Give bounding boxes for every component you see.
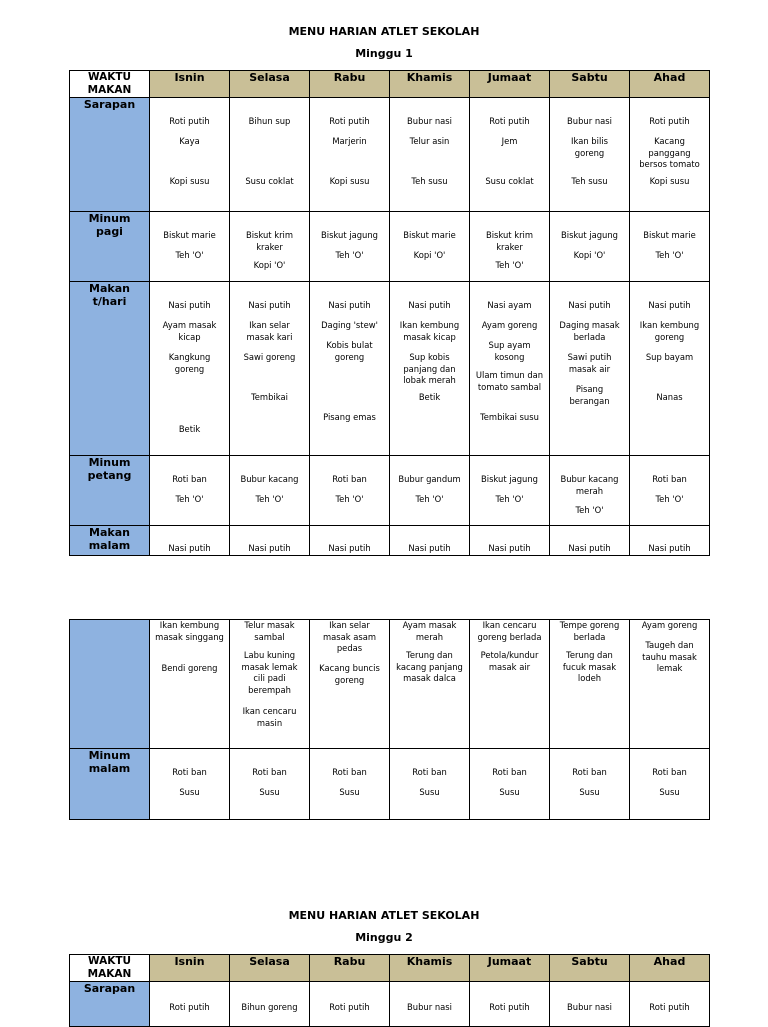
menu-cell: [550, 982, 630, 1027]
menu-item: Teh 'O': [255, 494, 284, 504]
waktu-makan-label: WAKTU: [87, 955, 132, 967]
menu-item: Telur asin: [409, 136, 450, 146]
menu-cell: [550, 526, 630, 556]
menu-cell: [230, 982, 310, 1027]
menu-cell: [630, 456, 710, 526]
menu-item: Bihun goreng: [241, 1002, 298, 1012]
menu-item: Daging 'stew': [321, 320, 378, 330]
day-header-khamis: Khamis: [390, 71, 470, 98]
menu-item: Teh 'O': [575, 505, 604, 515]
menu-cell: [150, 212, 230, 282]
menu-cell: [630, 982, 710, 1027]
menu-cell: [470, 282, 550, 456]
menu-cell: [390, 526, 470, 556]
menu-item: Roti ban: [412, 767, 447, 777]
menu-item: Pisang berangan: [569, 384, 610, 406]
menu-item: Roti ban: [252, 767, 287, 777]
menu-item: Kopi 'O': [413, 250, 446, 260]
menu-item: Roti putih: [649, 116, 690, 126]
menu-item: Susu coklat: [485, 176, 534, 186]
menu-item: Sawi putih masak air: [567, 352, 612, 374]
menu-item: Betik: [418, 392, 441, 402]
meal-row: [70, 282, 710, 456]
meal-row: [70, 98, 710, 212]
menu-item: Roti ban: [572, 767, 607, 777]
waktu-makan-header: [70, 955, 150, 982]
menu-item: Teh susu: [411, 176, 448, 186]
menu-cell: [230, 620, 310, 749]
menu-item: Roti putih: [489, 116, 530, 126]
menu-item: Roti ban: [652, 767, 687, 777]
menu-item: Teh 'O': [175, 494, 204, 504]
menu-cell: [310, 282, 390, 456]
meal-time-label: Minum: [88, 456, 131, 469]
header-row: [70, 71, 710, 98]
menu-item: Terung dan kacang panjang masak dalca: [396, 650, 463, 683]
day-header-ahad: Ahad: [630, 71, 710, 98]
menu-item: Ayam masak kicap: [162, 320, 217, 342]
menu-item: Ikan kembung masak kicap: [399, 320, 460, 342]
menu-item: Nasi putih: [248, 543, 291, 553]
meal-row: [70, 620, 710, 749]
menu-item: Kaya: [179, 136, 200, 146]
menu-item: Telur masak sambal: [244, 620, 295, 642]
menu-title: MENU HARIAN ATLET SEKOLAH: [288, 25, 480, 38]
menu-item: Biskut jagung: [561, 230, 618, 240]
menu-item: Jem: [501, 136, 518, 146]
menu-item: Roti putih: [489, 1002, 530, 1012]
meal-time-label: pagi: [96, 225, 123, 238]
menu-item: Kangkung goreng: [168, 352, 211, 374]
menu-cell: [390, 620, 470, 749]
menu-item: Nasi putih: [328, 543, 371, 553]
menu-item: Tembikai: [251, 392, 288, 402]
menu-item: Roti ban: [492, 767, 527, 777]
menu-item: Nanas: [656, 392, 683, 402]
day-header-khamis: Khamis: [390, 955, 470, 982]
menu-cell: [390, 982, 470, 1027]
menu-item: Sup ayam kosong: [488, 340, 531, 362]
day-header-jumaat: Jumaat: [470, 71, 550, 98]
day-header-rabu: Rabu: [310, 71, 390, 98]
menu-item: Ikan cencaru masin: [242, 706, 297, 728]
menu-item: Kopi 'O': [253, 260, 286, 270]
menu-item: Susu: [179, 787, 200, 797]
week-label-2: Minggu 2: [355, 931, 413, 944]
menu-cell: [390, 98, 470, 212]
menu-item: Susu coklat: [245, 176, 294, 186]
menu-item: Bubur nasi: [567, 1002, 612, 1012]
menu-item: Roti ban: [332, 767, 367, 777]
menu-item: Teh 'O': [335, 250, 364, 260]
meal-time-cell: [70, 526, 150, 556]
waktu-makan-label: MAKAN: [87, 84, 132, 96]
menu-item: Teh 'O': [495, 494, 524, 504]
menu-item: Kopi susu: [169, 176, 210, 186]
menu-cell: [550, 212, 630, 282]
menu-item: Ikan bilis goreng: [571, 136, 608, 158]
menu-item: Roti ban: [172, 767, 207, 777]
menu-item: Susu: [419, 787, 440, 797]
day-header-jumaat: Jumaat: [470, 955, 550, 982]
menu-cell: [630, 212, 710, 282]
meal-time-label: Makan: [89, 282, 130, 295]
menu-cell: [230, 456, 310, 526]
menu-item: Biskut krim kraker: [485, 230, 534, 252]
menu-cell: [550, 749, 630, 820]
menu-item: Roti ban: [172, 474, 207, 484]
menu-item: Ikan selar masak kari: [246, 320, 293, 342]
menu-item: Biskut marie: [163, 230, 216, 240]
menu-item: Teh 'O': [655, 494, 684, 504]
menu-cell: [230, 212, 310, 282]
meal-time-label: malam: [88, 762, 131, 775]
menu-cell: [310, 620, 390, 749]
menu-item: Terung dan fucuk masak lodeh: [562, 650, 617, 683]
menu-item: Roti putih: [329, 116, 370, 126]
menu-item: Bubur gandum: [398, 474, 461, 484]
menu-cell: [470, 98, 550, 212]
menu-item: Nasi putih: [328, 300, 371, 310]
meal-row: [70, 456, 710, 526]
menu-item: Taugeh dan tauhu masak lemak: [642, 640, 697, 673]
menu-cell: [470, 212, 550, 282]
waktu-makan-label: WAKTU: [87, 71, 132, 83]
waktu-makan-label: MAKAN: [87, 968, 132, 980]
menu-cell: [150, 749, 230, 820]
menu-item: Ikan cencaru goreng berlada: [477, 620, 542, 642]
meal-time-cell: [70, 749, 150, 820]
menu-cell: [390, 212, 470, 282]
menu-item: Tempe goreng berlada: [559, 620, 620, 642]
menu-item: Petola/kundur masak air: [480, 650, 539, 672]
menu-item: Nasi putih: [648, 543, 691, 553]
menu-item: Kacang buncis goreng: [319, 663, 380, 685]
menu-cell: [150, 620, 230, 749]
menu-item: Susu: [259, 787, 280, 797]
menu-item: Ayam goreng: [641, 620, 698, 630]
waktu-makan-header: [70, 71, 150, 98]
header-row: [70, 955, 710, 982]
menu-item: Bubur nasi: [407, 116, 452, 126]
menu-cell: [470, 456, 550, 526]
menu-item: Bendi goreng: [161, 663, 218, 673]
menu-item: Tembikai susu: [480, 412, 539, 422]
menu-item: Roti putih: [329, 1002, 370, 1012]
menu-item: Teh susu: [571, 176, 608, 186]
menu-item: Sup kobis panjang dan lobak merah: [403, 352, 456, 385]
menu-item: Kopi susu: [329, 176, 370, 186]
day-header-selasa: Selasa: [230, 955, 310, 982]
menu-item: Bubur nasi: [407, 1002, 452, 1012]
menu-item: Teh 'O': [495, 260, 524, 270]
menu-item: Betik: [178, 424, 201, 434]
menu-item: Teh 'O': [335, 494, 364, 504]
menu-item: Nasi putih: [568, 300, 611, 310]
menu-item: Nasi putih: [488, 543, 531, 553]
menu-item: Nasi putih: [408, 300, 451, 310]
menu-item: Roti putih: [169, 116, 210, 126]
meal-row: [70, 982, 710, 1027]
menu-item: Susu: [579, 787, 600, 797]
menu-item: Daging masak berlada: [559, 320, 620, 342]
menu-item: Biskut marie: [643, 230, 696, 240]
menu-item: Ikan kembung masak singgang: [155, 620, 224, 642]
meal-row: [70, 526, 710, 556]
menu-item: Roti ban: [652, 474, 687, 484]
menu-item: Biskut krim kraker: [245, 230, 294, 252]
menu-item: Nasi putih: [648, 300, 691, 310]
menu-item: Ulam timun dan tomato sambal: [475, 370, 544, 392]
menu-cell: [310, 982, 390, 1027]
menu-item: Pisang emas: [323, 412, 376, 422]
menu-item: Ikan selar masak asam pedas: [322, 620, 377, 653]
menu-item: Nasi putih: [408, 543, 451, 553]
meal-time-cell: [70, 212, 150, 282]
menu-cell: [630, 749, 710, 820]
meal-row: [70, 212, 710, 282]
menu-cell: [630, 620, 710, 749]
menu-item: Marjerin: [332, 136, 367, 146]
menu-title-2: MENU HARIAN ATLET SEKOLAH: [288, 909, 480, 922]
meal-time-label: t/hari: [92, 295, 127, 308]
meal-time-cell: [70, 282, 150, 456]
menu-cell: [550, 620, 630, 749]
day-header-rabu: Rabu: [310, 955, 390, 982]
menu-cell: [470, 620, 550, 749]
menu-cell: [150, 526, 230, 556]
menu-cell: [470, 526, 550, 556]
menu-cell: [230, 98, 310, 212]
menu-cell: [390, 282, 470, 456]
menu-item: Susu: [339, 787, 360, 797]
menu-cell: [230, 526, 310, 556]
menu-item: Kacang panggang bersos tomato: [639, 136, 700, 169]
menu-table-week-1: [69, 70, 710, 556]
menu-item: Bihun sup: [248, 116, 291, 126]
menu-item: Ikan kembung goreng: [639, 320, 700, 342]
day-header-selasa: Selasa: [230, 71, 310, 98]
menu-item: Ayam goreng: [481, 320, 538, 330]
meal-time-label: petang: [87, 469, 132, 482]
meal-time-label: Sarapan: [83, 982, 136, 995]
menu-cell: [310, 212, 390, 282]
meal-row: [70, 749, 710, 820]
menu-cell: [150, 282, 230, 456]
menu-item: Bubur kacang merah: [560, 474, 619, 496]
menu-table-week-2: [69, 954, 710, 1027]
menu-item: Kopi susu: [649, 176, 690, 186]
menu-cell: [230, 749, 310, 820]
menu-item: Nasi ayam: [487, 300, 532, 310]
meal-time-label: Sarapan: [83, 98, 136, 111]
menu-cell: [630, 98, 710, 212]
menu-item: Nasi putih: [168, 300, 211, 310]
menu-item: Teh 'O': [415, 494, 444, 504]
menu-cell: [310, 526, 390, 556]
menu-cell: [630, 526, 710, 556]
day-header-sabtu: Sabtu: [550, 71, 630, 98]
menu-item: Sup bayam: [645, 352, 694, 362]
menu-item: Nasi putih: [168, 543, 211, 553]
menu-cell: [390, 456, 470, 526]
meal-time-cell: [70, 98, 150, 212]
menu-cell: [550, 98, 630, 212]
menu-item: Sawi goreng: [243, 352, 296, 362]
menu-cell: [150, 982, 230, 1027]
menu-item: Susu: [659, 787, 680, 797]
menu-item: Susu: [499, 787, 520, 797]
menu-item: Bubur nasi: [567, 116, 612, 126]
menu-item: Labu kuning masak lemak cili padi berempah: [241, 650, 298, 695]
menu-item: Biskut jagung: [321, 230, 378, 240]
menu-cell: [630, 282, 710, 456]
meal-time-label: Minum: [88, 212, 131, 225]
day-header-isnin: Isnin: [150, 71, 230, 98]
menu-item: Biskut jagung: [481, 474, 538, 484]
menu-item: Nasi putih: [248, 300, 291, 310]
meal-time-cell: [70, 456, 150, 526]
menu-cell: [310, 98, 390, 212]
week-label: Minggu 1: [355, 47, 413, 60]
menu-cell: [470, 749, 550, 820]
menu-cell: [470, 982, 550, 1027]
menu-cell: [310, 749, 390, 820]
menu-cell: [310, 456, 390, 526]
day-header-isnin: Isnin: [150, 955, 230, 982]
menu-item: Nasi putih: [568, 543, 611, 553]
meal-time-label: malam: [88, 539, 131, 552]
menu-item: Roti ban: [332, 474, 367, 484]
menu-cell: [230, 282, 310, 456]
menu-item: Bubur kacang: [240, 474, 299, 484]
day-header-ahad: Ahad: [630, 955, 710, 982]
menu-cell: [550, 456, 630, 526]
menu-item: Teh 'O': [655, 250, 684, 260]
menu-item: Biskut marie: [403, 230, 456, 240]
meal-time-label: Minum: [88, 749, 131, 762]
meal-time-cell: [70, 620, 150, 749]
menu-item: Kobis bulat goreng: [326, 340, 373, 362]
menu-item: Teh 'O': [175, 250, 204, 260]
menu-table-week-1-continued: [69, 619, 710, 820]
day-header-sabtu: Sabtu: [550, 955, 630, 982]
menu-cell: [390, 749, 470, 820]
meal-time-cell: [70, 982, 150, 1027]
menu-cell: [550, 282, 630, 456]
menu-item: Roti putih: [649, 1002, 690, 1012]
menu-cell: [150, 98, 230, 212]
menu-cell: [150, 456, 230, 526]
menu-item: Kopi 'O': [573, 250, 606, 260]
menu-item: Roti putih: [169, 1002, 210, 1012]
menu-item: Ayam masak merah: [402, 620, 457, 642]
meal-time-label: Makan: [89, 526, 130, 539]
